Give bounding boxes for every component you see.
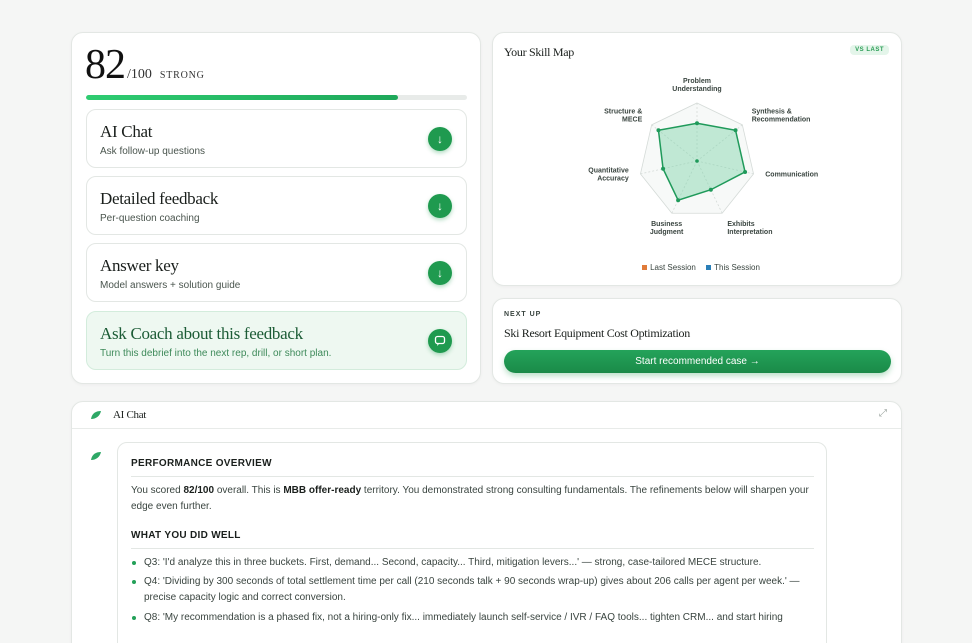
start-recommended-case-button[interactable]: Start recommended case → — [504, 350, 891, 373]
option-subtitle: Per-question coaching — [100, 213, 200, 224]
legend-last-session: Last Session — [650, 263, 696, 272]
axis-label: Exhibits — [727, 221, 755, 229]
chat-header — [72, 402, 901, 429]
next-up-card — [492, 298, 902, 384]
axis-label: MECE — [622, 116, 643, 124]
chat-message-bubble — [117, 442, 827, 643]
axis-label: Judgment — [649, 229, 684, 237]
axis-label: Structure & — [604, 108, 643, 116]
divider — [131, 476, 814, 477]
this-session-point — [709, 188, 713, 192]
option-detailed-feedback[interactable] — [86, 176, 467, 235]
option-ai-chat[interactable] — [86, 109, 467, 168]
score-card — [71, 32, 481, 384]
score-denominator: /100 — [127, 67, 152, 82]
text-run: You scored — [131, 485, 184, 496]
axis-label: Understanding — [672, 86, 722, 93]
ai-chat-panel — [71, 401, 902, 643]
this-session-point — [676, 198, 680, 202]
axis-label: Problem — [682, 78, 712, 85]
list-item: Q4: 'Dividing by 300 seconds of total settlement time per call (210 seconds talk + 90 seconds wrap-up) gives about 206 calls per agent per week.' — precise capacity logic and correct conversion. — [131, 574, 814, 606]
score-progress-fill — [86, 95, 398, 100]
arrow-down-icon[interactable]: ↓ — [428, 261, 452, 285]
skill-map-card — [492, 32, 902, 286]
text-run: territory. You demonstrated strong consulting fundamentals. The refinements below will sharpen your edge even further. — [131, 485, 809, 512]
section-heading: WHAT YOU DID WELL — [131, 530, 241, 541]
expand-icon[interactable]: ⤢ — [879, 408, 887, 419]
list-item: Q3: 'I'd analyze this in three buckets. First, demand... Second, capacity... Third, mitigation levers...' — strong, case-tailored MECE structure. — [131, 555, 814, 571]
chat-icon[interactable] — [428, 329, 452, 353]
next-up-label: NEXT UP — [504, 311, 542, 318]
option-title: Ask Coach about this feedback — [100, 324, 303, 343]
option-title: Detailed feedback — [100, 189, 219, 208]
axis-label: Business — [651, 221, 683, 229]
skill-map-legend — [493, 263, 901, 272]
score-highlight: 82/100 — [183, 485, 215, 496]
list-item: Q8: 'My recommendation is a phased fix, not a hiring-only fix... immediately launch self-service / IVR / FAQ tools... tighten CRM... and start hiring — [131, 610, 814, 626]
this-session-point — [661, 167, 665, 171]
legend-swatch-this — [706, 265, 711, 270]
axis-label: Accuracy — [597, 175, 629, 183]
divider — [131, 548, 814, 549]
option-answer-key[interactable] — [86, 243, 467, 302]
tier-highlight: MBB offer-ready — [283, 485, 362, 496]
legend-this-session: This Session — [714, 263, 760, 272]
legend-swatch-last — [642, 265, 647, 270]
option-ask-coach[interactable] — [86, 311, 467, 370]
overview-paragraph — [131, 483, 811, 515]
this-session-point — [743, 170, 747, 174]
option-subtitle: Turn this debrief into the next rep, drill, or short plan. — [100, 348, 332, 359]
next-case-title: Ski Resort Equipment Cost Optimization — [504, 326, 690, 340]
this-session-point — [734, 128, 738, 132]
option-subtitle: Ask follow-up questions — [100, 146, 206, 157]
text-run: overall. This is — [214, 485, 284, 496]
option-subtitle: Model answers + solution guide — [100, 280, 241, 291]
leaf-icon — [90, 410, 102, 420]
arrow-down-icon[interactable]: ↓ — [428, 194, 452, 218]
axis-label: Quantitative — [588, 167, 629, 175]
section-heading: PERFORMANCE OVERVIEW — [131, 458, 272, 469]
score-value: 82 — [85, 42, 125, 88]
option-title: Answer key — [100, 256, 179, 275]
vs-last-badge: VS LAST — [850, 45, 889, 55]
option-title: AI Chat — [100, 122, 153, 141]
chat-title: AI Chat — [113, 409, 147, 421]
this-session-point — [695, 121, 699, 125]
skill-radar-chart — [493, 33, 903, 287]
radar-center-point — [695, 159, 699, 163]
arrow-down-icon[interactable]: ↓ — [428, 127, 452, 151]
leaf-icon — [90, 451, 102, 461]
score-label: STRONG — [159, 70, 205, 81]
axis-label: Recommendation — [751, 116, 811, 124]
skill-map-title: Your Skill Map — [504, 45, 574, 59]
axis-label: Interpretation — [727, 229, 773, 237]
axis-label: Communication — [765, 171, 819, 179]
score-display — [85, 41, 205, 89]
axis-label: Synthesis & — [751, 108, 792, 116]
score-progress-bar — [86, 95, 467, 100]
this-session-point — [656, 128, 660, 132]
